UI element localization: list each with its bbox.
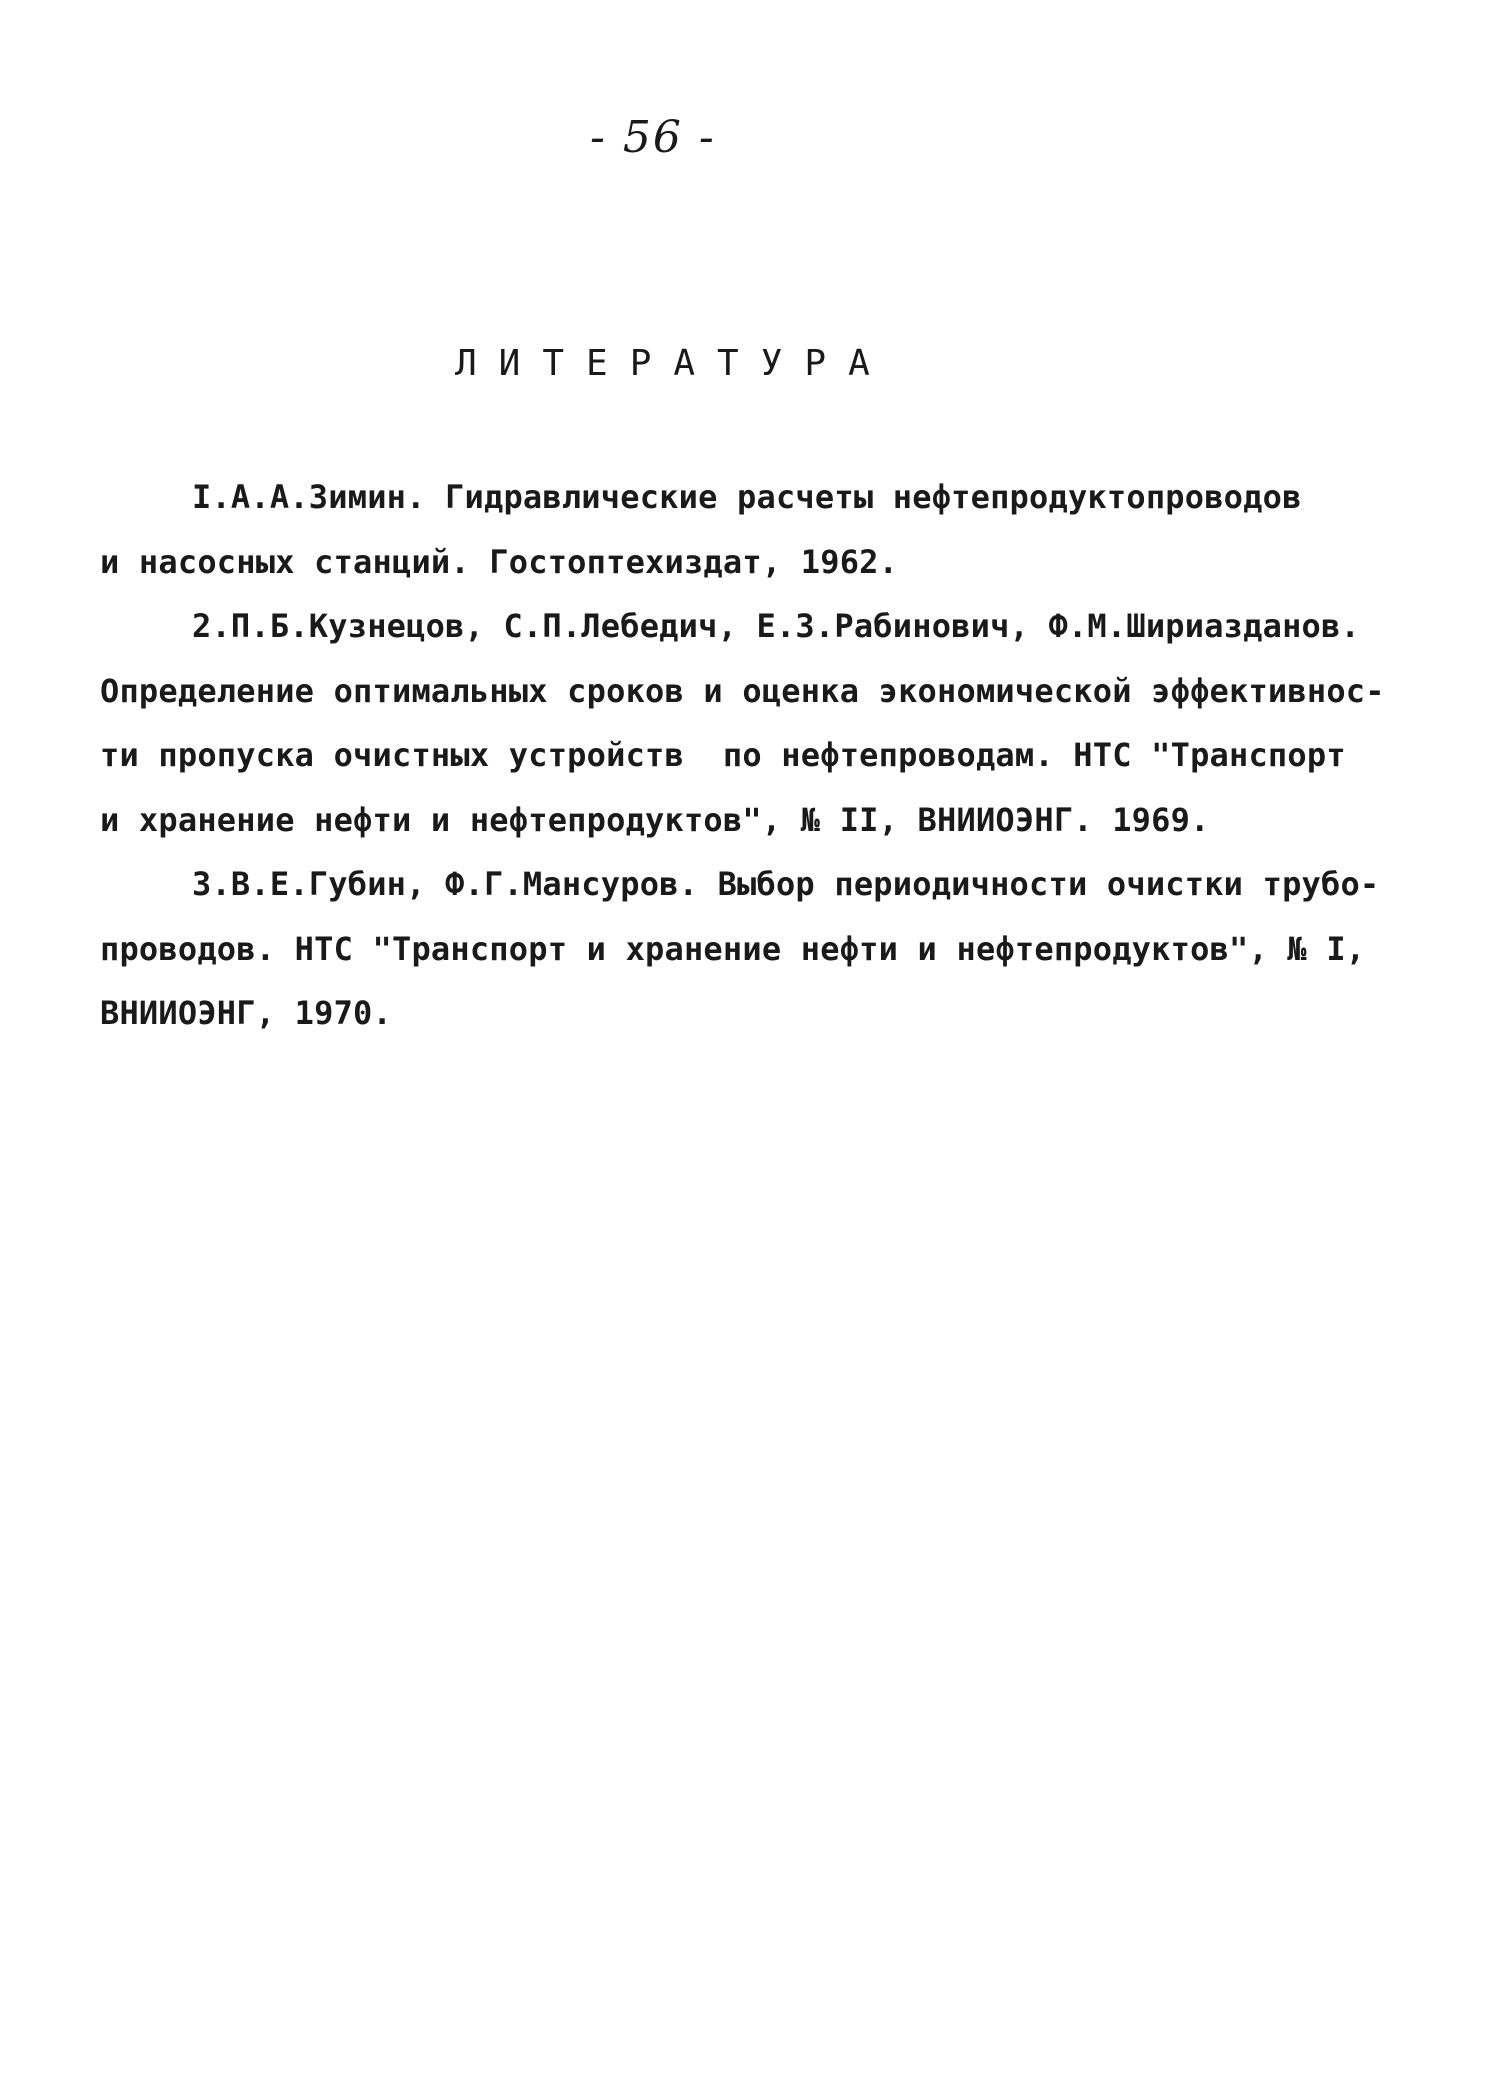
- reference-line: проводов. НТС "Транспорт и хранение нефти и нефтепродуктов", № I,: [100, 929, 1366, 968]
- reference-line: и хранение нефти и нефтепродуктов", № II, ВНИИОЭНГ. 1969.: [100, 800, 1210, 839]
- reference-line: I.А.А.Зимин. Гидравлические расчеты нефтепродуктопроводов: [192, 478, 1302, 516]
- page-number: - 56 -: [590, 112, 716, 163]
- reference-line: 3.В.Е.Губин, Ф.Г.Мансуров. Выбор периодичности очистки трубо-: [192, 865, 1380, 903]
- reference-line: 2.П.Б.Кузнецов, С.П.Лебедич, Е.З.Рабинович, Ф.М.Шириазданов.: [192, 607, 1360, 645]
- page-title: ЛИТЕРАТУРА: [455, 343, 892, 384]
- reference-line: ВНИИОЭНГ, 1970.: [100, 994, 392, 1032]
- reference-line: ти пропуска очистных устройств по нефтепроводам. НТС "Транспорт: [100, 736, 1346, 774]
- reference-item: [100, 852, 1400, 1046]
- reference-item: [100, 465, 1400, 594]
- reference-line: и насосных станций. Гостоптехиздат, 1962.: [100, 542, 899, 581]
- reference-list: [100, 465, 1400, 1046]
- reference-line: Определение оптимальных сроков и оценка экономической эффективнос-: [100, 671, 1385, 710]
- reference-item: [100, 594, 1400, 852]
